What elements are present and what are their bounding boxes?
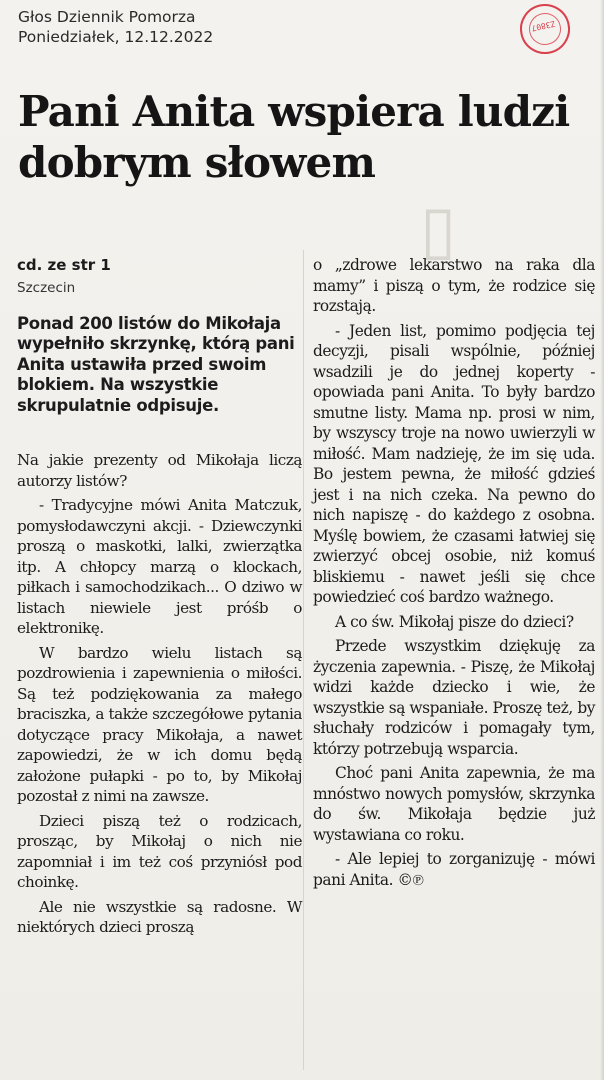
paragraph: - Jeden list, pomimo podjęcia tej decyzji, pisali wspólnie, później wsadzili je do jednej koperty - opowiada pani Anita. To były bardzo smutne listy. Mama np. prosi w nim, by wszyscy troje na nowo uwierzyli w miłość. Mam nadzieję, że im się uda. Bo jestem pewna, że miłość gdzieś jest i na nich czeka. Na pewno do nich napiszę - do każdego z osobna. Myślę bowiem, że czasami łatwiej się zwierzyć obcej osobie, niż komuś bliskiemu - nawet jeśli się chce powiedzieć coś bardzo ważnego. (313, 321, 595, 606)
paragraph: A co św. Mikołaj pisze do dzieci? (335, 612, 574, 631)
stamp-code: Z3807 (530, 18, 557, 33)
paragraph: o „zdrowe lekarstwo na raka dla mamy” i piszą o tym, że rodzice się rozstają. (313, 256, 595, 315)
paragraph: W bardzo wielu listach są pozdrowienia i zapewnienia o miłości. Są też podziękowania za małego braciszka, a także szczegółowe pytania dotyczące pracy Mikołaja, a nawet zapowiedzi, że w ich domu będą założone pułapki - po to, by Mikołaj pozostał z nimi na zawsze. (17, 643, 302, 806)
paragraph: Przede wszystkim dziękuję za życzenia zapewnia. - Piszę, że Mikołaj widzi każde dziecko i wie, że wszystkie są wspaniałe. Proszę też, by słuchały rodziców i pomagały tym, którzy potrzebują wsparcia. (313, 637, 595, 758)
dateline-city: Szczecin (17, 280, 76, 296)
paragraph: Choć pani Anita zapewnia, że ma mnóstwo nowych pomysłów, skrzynka do św. Mikołaja będzie już wystawiana co roku. (313, 764, 595, 844)
column-gutter (303, 250, 304, 1070)
library-stamp (515, 0, 574, 59)
continuation-note: cd. ze str 1 (17, 256, 111, 274)
masthead (18, 7, 213, 47)
paragraph: - Ale lepiej to zorganizuję - mówi pani Anita. ©℗ (313, 850, 595, 889)
paragraph: Dzieci piszą też o rodzicach, prosząc, by Mikołaj o nich nie zapomniał i im też coś przyniósł pod choinkę. (17, 811, 302, 892)
scan-edge-shadow (600, 0, 604, 1080)
paragraph: Ale nie wszystkie są radosne. W niektórych dzieci proszą (17, 897, 302, 937)
headline: Pani Anita wspiera ludzi dobrym słowem (18, 87, 570, 187)
right-column (313, 255, 595, 890)
publication-name: Głos Dziennik Pomorza (18, 8, 196, 26)
right-body-text (313, 255, 595, 890)
show-through-print: ▯ (420, 190, 459, 268)
lead-paragraph: Ponad 200 listów do Mikołaja wypełniło skrzynkę, którą pani Anita ustawiła przed swoim blokiem. Na wszystkie skrupulatnie odpisuje. (17, 314, 295, 415)
left-body-text (17, 450, 302, 938)
paragraph: Na jakie prezenty od Mikołaja liczą autorzy listów? (17, 451, 302, 490)
publication-date: Poniedziałek, 12.12.2022 (18, 28, 214, 46)
left-column (17, 255, 302, 938)
paragraph: - Tradycyjne mówi Anita Matczuk, pomysłodawczyni akcji. - Dziewczynki proszą o maskotki, lalki, zwierzątka itp. A chłopcy marzą o klockach, piłkach i samochodzikach... O dziwo w listach niewiele jest próśb o elektronikę. (17, 496, 302, 638)
